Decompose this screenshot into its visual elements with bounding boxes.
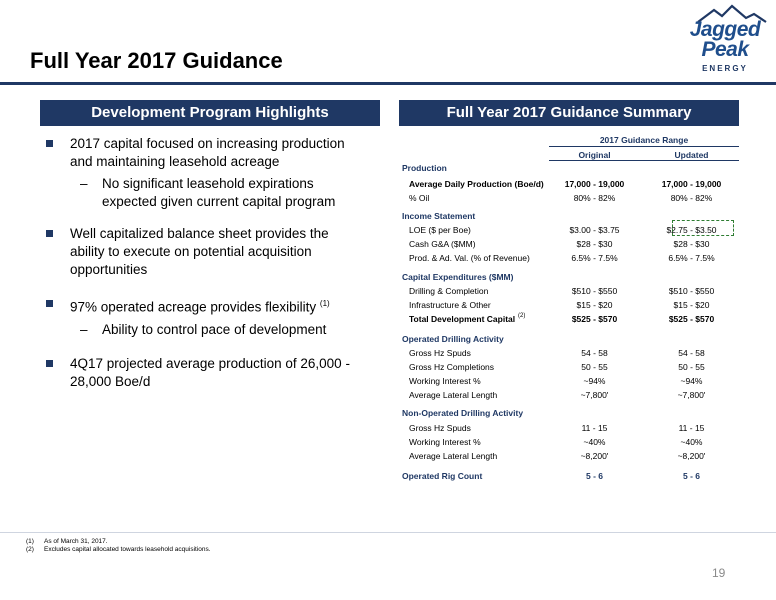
- table-row: [399, 191, 739, 205]
- table-row: [399, 177, 739, 191]
- original-value: ~8,200': [580, 451, 609, 461]
- left-panel-header: Development Program Highlights: [40, 100, 380, 126]
- footnote-ref: (1): [319, 299, 330, 308]
- updated-value: $525 - $570: [668, 314, 715, 324]
- page-number: 19: [712, 566, 726, 580]
- table-row: [399, 161, 739, 175]
- sub-bullet-item: [46, 175, 366, 211]
- logo-word-energy: ENERGY: [702, 64, 748, 73]
- updated-value: $15 - $20: [673, 300, 710, 310]
- updated-value: ~7,800': [677, 390, 706, 400]
- range-header: 2017 Guidance Range: [599, 135, 689, 145]
- updated-value: $28 - $30: [673, 239, 710, 249]
- footnote-ref: (2): [518, 313, 526, 319]
- row-label: Working Interest %: [409, 437, 481, 447]
- bullet-text: Well capitalized balance sheet provides the ability to execute on potential acquisition opportunities: [70, 226, 329, 277]
- original-value: 17,000 - 19,000: [564, 179, 625, 189]
- updated-value: 17,000 - 19,000: [661, 179, 722, 189]
- row-label: % Oil: [409, 193, 430, 203]
- table-row: [399, 360, 739, 374]
- row-label: Infrastructure & Other: [409, 300, 491, 310]
- square-bullet-icon: [46, 300, 53, 307]
- original-value: 80% - 82%: [573, 193, 616, 203]
- updated-value: ~40%: [680, 437, 703, 447]
- updated-value: 50 - 55: [678, 362, 705, 372]
- updated-value: 6.5% - 7.5%: [668, 253, 715, 263]
- footnote: [26, 538, 211, 546]
- table-row: [399, 469, 739, 483]
- col-original-header: Original: [578, 150, 611, 160]
- sub-bullet-item: [46, 321, 366, 339]
- updated-value: $510 - $550: [668, 286, 715, 296]
- row-label: Drilling & Completion: [409, 286, 489, 296]
- footnotes: [26, 538, 211, 554]
- updated-highlight-box: [672, 220, 734, 236]
- row-label: Operated Drilling Activity: [402, 334, 504, 344]
- title-divider: [0, 82, 776, 85]
- row-label: Gross Hz Spuds: [409, 423, 471, 433]
- row-label: Capital Expenditures ($MM): [402, 272, 514, 282]
- table-row: [399, 237, 739, 251]
- original-value: 50 - 55: [581, 362, 608, 372]
- table-row: [399, 251, 739, 265]
- row-label: Prod. & Ad. Val. (% of Revenue): [409, 253, 530, 263]
- original-value: $525 - $570: [571, 314, 618, 324]
- sub-bullet-text: No significant leasehold expirations expected given current capital program: [102, 176, 336, 209]
- original-value: 6.5% - 7.5%: [571, 253, 618, 263]
- table-row: [399, 421, 739, 435]
- table-row: [399, 449, 739, 463]
- original-value: $3.00 - $3.75: [569, 225, 620, 235]
- highlights-list: [46, 135, 366, 391]
- updated-value: ~8,200': [677, 451, 706, 461]
- row-label: Cash G&A ($MM): [409, 239, 476, 249]
- updated-value: 80% - 82%: [670, 193, 713, 203]
- updated-value: 11 - 15: [678, 423, 705, 433]
- company-logo: [680, 4, 770, 78]
- bullet-item: [46, 135, 366, 171]
- updated-value: $2.75 - $3.50: [666, 225, 717, 235]
- footer-divider: [0, 532, 776, 533]
- bullet-item: [46, 355, 366, 391]
- table-row: [399, 298, 739, 312]
- footnote: [26, 546, 211, 554]
- bullet-text: 4Q17 projected average production of 26,000 - 28,000 Boe/d: [70, 355, 350, 389]
- bullet-text: 97% operated acreage provides flexibility: [70, 299, 317, 315]
- dash-marker: –: [80, 176, 88, 191]
- dash-marker: –: [80, 321, 88, 337]
- table-row: [399, 332, 739, 346]
- row-label: Income Statement: [402, 211, 476, 221]
- original-value: ~7,800': [580, 390, 609, 400]
- table-row: [399, 270, 739, 284]
- right-panel-header: Full Year 2017 Guidance Summary: [399, 100, 739, 126]
- original-value: 11 - 15: [581, 423, 608, 433]
- row-label: Average Daily Production (Boe/d): [409, 179, 544, 189]
- row-label: Gross Hz Completions: [409, 362, 495, 372]
- original-value: $15 - $20: [576, 300, 613, 310]
- square-bullet-icon: [46, 140, 53, 147]
- row-label: Working Interest %: [409, 376, 481, 386]
- bullet-item: [46, 225, 366, 279]
- original-value: $28 - $30: [576, 239, 613, 249]
- col-updated-header: Updated: [674, 150, 709, 160]
- table-row: [399, 346, 739, 360]
- original-value: ~94%: [583, 376, 606, 386]
- table-row: [399, 312, 739, 326]
- table-row: [399, 435, 739, 449]
- square-bullet-icon: [46, 230, 53, 237]
- table-row: [399, 406, 739, 420]
- footnote-text: As of March 31, 2017.: [44, 538, 108, 545]
- footnote-number: (2): [26, 546, 34, 553]
- footnote-number: (1): [26, 538, 34, 545]
- row-label: Total Development Capital: [409, 314, 516, 324]
- original-value: 5 - 6: [585, 471, 603, 481]
- sub-bullet-text: Ability to control pace of development: [102, 321, 327, 337]
- updated-value: 5 - 6: [682, 471, 700, 481]
- row-label: Average Lateral Length: [409, 390, 498, 400]
- logo-word-jagged: Jagged: [689, 18, 761, 41]
- header-rule: [549, 146, 739, 147]
- row-label: Non-Operated Drilling Activity: [402, 408, 524, 418]
- row-label: Average Lateral Length: [409, 451, 498, 461]
- bullet-text: 2017 capital focused on increasing production and maintaining leasehold acreage: [70, 136, 345, 169]
- original-value: $510 - $550: [571, 286, 618, 296]
- row-label: LOE ($ per Boe): [409, 225, 471, 235]
- bullet-item: [46, 295, 366, 317]
- table-row: [399, 388, 739, 402]
- square-bullet-icon: [46, 360, 53, 367]
- row-label: Operated Rig Count: [402, 471, 483, 481]
- table-row: [399, 284, 739, 298]
- row-label: Production: [402, 163, 447, 173]
- page-title: Full Year 2017 Guidance: [30, 48, 283, 73]
- logo-word-peak: Peak: [701, 38, 749, 61]
- original-value: ~40%: [583, 437, 606, 447]
- footnote-text: Excludes capital allocated towards leasehold acquisitions.: [44, 546, 211, 553]
- original-value: 54 - 58: [581, 348, 608, 358]
- table-row: [399, 374, 739, 388]
- updated-value: 54 - 58: [678, 348, 705, 358]
- row-label: Gross Hz Spuds: [409, 348, 471, 358]
- updated-value: ~94%: [680, 376, 703, 386]
